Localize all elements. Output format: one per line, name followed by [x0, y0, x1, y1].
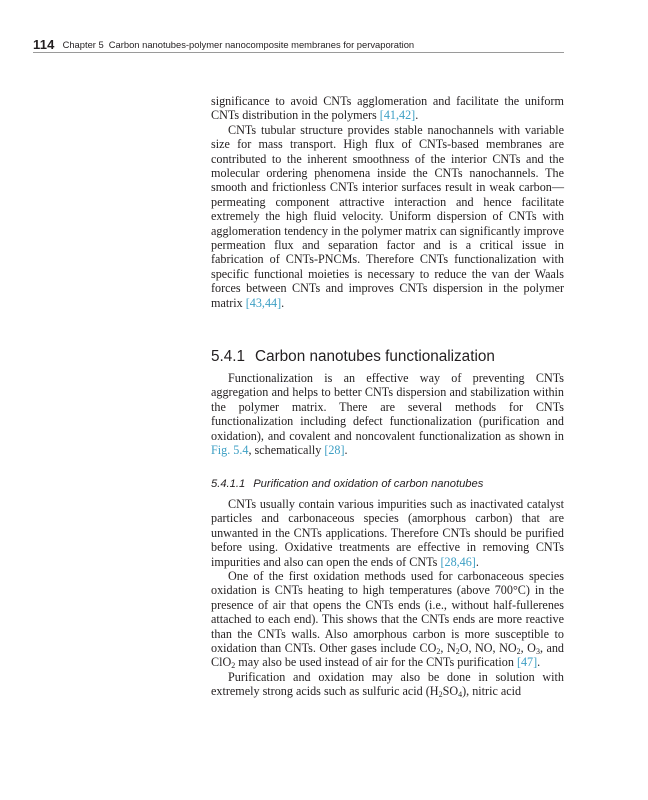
- body-block-3: [211, 497, 564, 699]
- paragraph: CNTs tubular structure provides stable nanochannels with variable size for mass transport. High flux of CNTs-based membranes are contributed to the inherent smoothness of the interior CNTs and the molecular ordering phenomena inside the CNTs nanochannels. The smooth and frictionless CNTs interior surfaces result in weak carbon—permeating component attractive interaction and hence facilitate extremely the high fluid velocity. Uniform dispersion of CNTs with agglomeration tendency in the polymer matrix can significantly improve permeation flux and separation factor and is a critical issue in fabrication of CNTs-PNCMs. Therefore CNTs functionalization with specific functional moieties is necessary to reduce the van der Waals forces between CNTs and improves CNTs dispersion in the polymer matrix [43,44].: [211, 122, 564, 310]
- paragraph: CNTs usually contain various impurities such as inactivated catalyst particles and carbonaceous species (amorphous carbon) that are unwanted in the CNTs applications. Therefore CNTs should be purified before using. Oxidative treatments are effective in removing CNTs impurities and also can open the ends of CNTs [28,46].: [211, 497, 564, 569]
- citation-link[interactable]: [28,46]: [440, 554, 476, 569]
- body-block-1: [211, 94, 564, 310]
- paragraph: One of the first oxidation methods used for carbonaceous species oxidation is CNTs heating to high temperatures (above 700°C) in the presence of air that opens the CNTs ends (i.e., without half-fullerenes attached to each end). This shows that the CNTs ends are more reactive than the CNTs walls. Also amorphous carbon is more susceptible to oxidation than CNTs. Other gases include $CO_2$, $N_2O$, NO, $NO_2$, $O_3$, and ClO$_2$ may also be used instead of air for the CNTs purification [47].: [211, 569, 564, 671]
- body-block-2: [211, 371, 564, 457]
- section-heading: [211, 348, 564, 366]
- citation-link[interactable]: [43,44]: [245, 295, 282, 310]
- figure-link[interactable]: Fig. 5.4: [211, 443, 249, 458]
- page-number: 114: [33, 37, 55, 52]
- paragraph: Functionalization is an effective way of preventing CNTs aggregation and helps to better CNTs dispersion and stabilization within the polymer matrix. There are several methods for CNTs functionalization including defect functionalization (purification and oxidation), and covalent and noncovalent functionalization as shown in Fig. 5.4, schematically [28].: [211, 371, 564, 458]
- running-title: Carbon nanotubes-polymer nanocomposite membranes for pervaporation: [108, 39, 415, 50]
- chapter-label: Chapter 5: [62, 39, 104, 50]
- subsection-title: Purification and oxidation of carbon nanotubes: [253, 478, 484, 490]
- section-title: Carbon nanotubes functionalization: [255, 348, 495, 365]
- paragraph: Purification and oxidation may also be done in solution with extremely strong acids such as sulfuric acid $(H_2SO_4)$, nitric acid: [211, 669, 564, 700]
- citation-link[interactable]: [41,42]: [379, 108, 416, 123]
- subsection-heading: [211, 478, 564, 490]
- subsection-number: 5.4.1.1: [211, 478, 246, 490]
- paragraph: significance to avoid CNTs agglomeration and facilitate the uniform CNTs distribution in the polymers [41,42].: [211, 94, 564, 123]
- running-header: [33, 36, 563, 52]
- header-rule: [33, 52, 564, 53]
- section-number: 5.4.1: [211, 348, 246, 365]
- citation-link[interactable]: [28]: [324, 443, 345, 458]
- citation-link[interactable]: [47]: [516, 655, 538, 670]
